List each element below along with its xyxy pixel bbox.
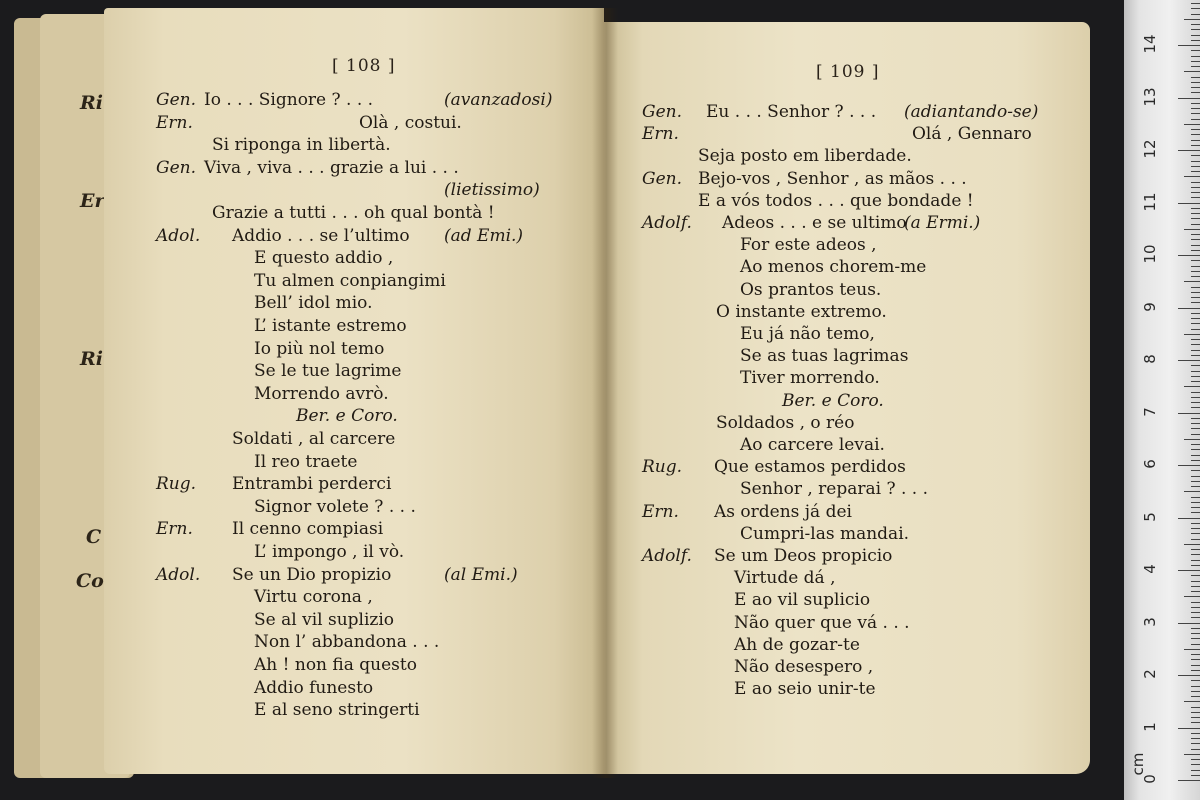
- ruler-tick: [1191, 612, 1200, 613]
- ruler-tick: [1191, 407, 1200, 408]
- ruler-tick: [1191, 476, 1200, 477]
- stage-direction: (adiantando-se): [904, 102, 1039, 122]
- ruler-label: 7: [1141, 406, 1159, 417]
- ruler-label: 13: [1141, 86, 1159, 107]
- ruler-tick: [1191, 213, 1200, 214]
- ruler-tick: [1191, 329, 1200, 330]
- ruler-tick: [1191, 633, 1200, 634]
- verse-line: Ao carcere levai.: [740, 435, 885, 455]
- ruler-tick: [1191, 764, 1200, 765]
- verse-line: E al seno stringerti: [254, 700, 420, 721]
- ruler-tick: [1191, 470, 1200, 471]
- page-number: [ 108 ]: [332, 56, 396, 76]
- verse-line: Il reo traete: [254, 451, 358, 472]
- ruler-tick: [1191, 145, 1200, 146]
- left-page: [104, 8, 604, 774]
- verse-line: Os prantos teus.: [740, 279, 882, 300]
- measuring-ruler: [1124, 0, 1200, 800]
- ruler-tick: [1178, 255, 1200, 256]
- ruler-tick: [1178, 570, 1200, 571]
- ruler-tick: [1178, 623, 1200, 624]
- verse-line: Addio funesto: [254, 677, 374, 698]
- ruler-tick: [1191, 245, 1200, 246]
- verse-line: Tu almen conpiangimi: [254, 270, 446, 291]
- stage-direction: (a Ermi.): [904, 213, 981, 233]
- ruler-label: 3: [1141, 616, 1159, 627]
- verse-line: Ber. e Coro.: [782, 390, 884, 411]
- margin-fragment: Ri: [80, 348, 104, 370]
- verse-line: Il cenno compiasi: [232, 519, 384, 540]
- ruler-tick: [1191, 497, 1200, 498]
- verse-line: Bell’ idol mio.: [254, 293, 373, 314]
- speaker-name: Adolf.: [642, 213, 692, 233]
- ruler-tick: [1178, 98, 1200, 99]
- ruler-tick: [1191, 318, 1200, 319]
- ruler-tick: [1191, 339, 1200, 340]
- verse-line: Se as tuas lagrimas: [740, 346, 909, 367]
- verse-line: Tiver morrendo.: [740, 368, 880, 389]
- ruler-tick: [1191, 455, 1200, 456]
- ruler-tick: [1184, 649, 1200, 650]
- ruler-tick: [1191, 287, 1200, 288]
- verse-line: Olà , costui.: [359, 112, 462, 133]
- ruler-tick: [1178, 675, 1200, 676]
- verse-line: Se un Dio propizio: [232, 564, 392, 585]
- ruler-tick: [1191, 528, 1200, 529]
- ruler-tick: [1191, 134, 1200, 135]
- stage-direction: (lietissimo): [444, 180, 540, 201]
- ruler-tick: [1191, 586, 1200, 587]
- verse-line: Soldados , o réo: [716, 412, 855, 433]
- ruler-tick: [1191, 602, 1200, 603]
- speaker-name: Gen.: [642, 102, 682, 122]
- verse-line: Que estamos perdidos: [714, 457, 906, 478]
- ruler-tick: [1178, 45, 1200, 46]
- ruler-tick: [1191, 108, 1200, 109]
- ruler-tick: [1191, 444, 1200, 445]
- ruler-tick: [1184, 544, 1200, 545]
- ruler-tick: [1191, 670, 1200, 671]
- ruler-tick: [1191, 103, 1200, 104]
- ruler-tick: [1191, 113, 1200, 114]
- ruler-tick: [1191, 40, 1200, 41]
- ruler-tick: [1178, 203, 1200, 204]
- ruler-tick: [1184, 386, 1200, 387]
- ruler-tick: [1191, 50, 1200, 51]
- ruler-tick: [1178, 518, 1200, 519]
- ruler-tick: [1178, 728, 1200, 729]
- ruler-tick: [1191, 691, 1200, 692]
- ruler-tick: [1191, 171, 1200, 172]
- speaker-name: Ern.: [642, 501, 679, 522]
- ruler-tick: [1184, 596, 1200, 597]
- ruler-tick: [1191, 208, 1200, 209]
- ruler-tick: [1191, 182, 1200, 183]
- ruler-tick: [1191, 502, 1200, 503]
- ruler-tick: [1178, 360, 1200, 361]
- ruler-tick: [1191, 92, 1200, 93]
- ruler-label: 11: [1141, 191, 1159, 212]
- ruler-tick: [1191, 239, 1200, 240]
- ruler-tick: [1191, 302, 1200, 303]
- verse-line: Bejo-vos , Senhor , as mãos . . .: [698, 168, 967, 189]
- ruler-tick: [1191, 554, 1200, 555]
- right-page: [604, 22, 1090, 774]
- verse-line: Io più nol temo: [254, 338, 385, 359]
- verse-line: As ordens já dei: [714, 501, 852, 522]
- verse-line: Eu . . . Senhor ? . . .: [706, 102, 877, 122]
- ruler-tick: [1191, 344, 1200, 345]
- ruler-tick: [1191, 418, 1200, 419]
- ruler-tick: [1184, 754, 1200, 755]
- ruler-tick: [1191, 392, 1200, 393]
- speaker-name: Ern.: [156, 112, 193, 133]
- ruler-tick: [1191, 617, 1200, 618]
- verse-line: Si riponga in libertà.: [212, 135, 391, 156]
- ruler-tick: [1191, 192, 1200, 193]
- ruler-tick: [1191, 402, 1200, 403]
- ruler-label: 6: [1141, 459, 1159, 469]
- ruler-tick: [1191, 140, 1200, 141]
- ruler-tick: [1184, 701, 1200, 702]
- ruler-tick: [1191, 686, 1200, 687]
- ruler-label: 2: [1141, 669, 1159, 679]
- ruler-tick: [1191, 712, 1200, 713]
- verse-line: Addio . . . se l’ultimo: [232, 225, 410, 246]
- ruler-tick: [1191, 628, 1200, 629]
- ruler-tick: [1191, 717, 1200, 718]
- verse-line: Soldati , al carcere: [232, 429, 396, 449]
- margin-fragment: Ri: [80, 92, 104, 114]
- stage-direction: (al Emi.): [444, 564, 518, 585]
- ruler-tick: [1191, 350, 1200, 351]
- verse-line: Seja posto em liberdade.: [698, 146, 912, 167]
- ruler-tick: [1191, 56, 1200, 57]
- speaker-name: Adol.: [156, 564, 201, 585]
- ruler-tick: [1191, 654, 1200, 655]
- ruler-tick: [1191, 696, 1200, 697]
- ruler-tick: [1191, 659, 1200, 660]
- ruler-label: 8: [1141, 354, 1159, 364]
- stage-direction: (ad Emi.): [444, 225, 524, 246]
- speaker-name: Ern.: [642, 124, 679, 145]
- verse-line: Se al vil suplizio: [254, 609, 395, 630]
- ruler-tick: [1191, 749, 1200, 750]
- ruler-tick: [1191, 29, 1200, 30]
- verse-line: Não desespero ,: [734, 657, 874, 677]
- ruler-tick: [1184, 176, 1200, 177]
- ruler-tick: [1191, 428, 1200, 429]
- speaker-name: Adol.: [156, 225, 201, 246]
- ruler-tick: [1191, 119, 1200, 120]
- verse-line: Senhor , reparai ? . . .: [740, 479, 929, 500]
- ruler-label: 9: [1141, 301, 1159, 312]
- ruler-tick: [1191, 665, 1200, 666]
- speaker-name: Rug.: [642, 457, 683, 478]
- ruler-tick: [1191, 66, 1200, 67]
- verse-line: Se le tue lagrime: [254, 361, 402, 382]
- ruler-tick: [1191, 565, 1200, 566]
- ruler-tick: [1191, 365, 1200, 366]
- stage-direction: (avanzadosi): [444, 90, 553, 110]
- verse-line: L’ impongo , il vò.: [254, 542, 405, 562]
- ruler-label: 1: [1141, 721, 1159, 732]
- verse-line: Io . . . Signore ? . . .: [204, 90, 374, 110]
- ruler-tick: [1184, 71, 1200, 72]
- ruler-tick: [1191, 560, 1200, 561]
- ruler-tick: [1191, 187, 1200, 188]
- ruler-tick: [1191, 738, 1200, 739]
- ruler-label: 4: [1141, 564, 1159, 574]
- ruler-tick: [1191, 533, 1200, 534]
- ruler-tick: [1191, 292, 1200, 293]
- verse-line: L’ istante estremo: [254, 316, 407, 336]
- ruler-tick: [1184, 491, 1200, 492]
- ruler-tick: [1191, 260, 1200, 261]
- ruler-tick: [1191, 759, 1200, 760]
- ruler-tick: [1191, 224, 1200, 225]
- speaker-name: Adolf.: [642, 546, 692, 566]
- verse-line: Morrendo avrò.: [254, 383, 389, 404]
- ruler-tick: [1191, 644, 1200, 645]
- ruler-tick: [1191, 61, 1200, 62]
- ruler-tick: [1191, 743, 1200, 744]
- ruler-tick: [1191, 161, 1200, 162]
- ruler-tick: [1191, 82, 1200, 83]
- ruler-tick: [1191, 197, 1200, 198]
- ruler-tick: [1191, 549, 1200, 550]
- ruler-label: 0: [1141, 774, 1159, 784]
- ruler-tick: [1191, 581, 1200, 582]
- ruler-tick: [1191, 323, 1200, 324]
- margin-fragment: C: [86, 526, 102, 548]
- ruler-label: 14: [1141, 34, 1159, 54]
- ruler-tick: [1191, 355, 1200, 356]
- ruler-tick: [1191, 512, 1200, 513]
- speaker-name: Ern.: [156, 519, 193, 540]
- margin-fragment: Er: [80, 190, 105, 212]
- verse-line: Non l’ abbandona . . .: [254, 632, 440, 653]
- ruler-tick: [1191, 297, 1200, 298]
- ruler-unit: cm: [1129, 752, 1147, 776]
- verse-line: Adeos . . . e se ultimo: [722, 213, 907, 233]
- ruler-tick: [1184, 229, 1200, 230]
- ruler-tick: [1191, 250, 1200, 251]
- verse-line: E ao seio unir-te: [734, 679, 876, 700]
- ruler-tick: [1191, 234, 1200, 235]
- ruler-tick: [1191, 8, 1200, 9]
- ruler-tick: [1191, 24, 1200, 25]
- verse-line: E ao vil suplicio: [734, 590, 871, 611]
- ruler-tick: [1191, 507, 1200, 508]
- ruler-tick: [1191, 733, 1200, 734]
- ruler-tick: [1191, 434, 1200, 435]
- ruler-tick: [1191, 770, 1200, 771]
- ruler-tick: [1184, 439, 1200, 440]
- speaker-name: Rug.: [156, 474, 197, 495]
- verse-line: Cumpri-las mandai.: [740, 523, 910, 544]
- speaker-name: Gen.: [156, 90, 196, 110]
- ruler-tick: [1191, 607, 1200, 608]
- ruler-tick: [1191, 481, 1200, 482]
- verse-line: Virtu corona ,: [254, 587, 373, 608]
- verse-line: E a vós todos . . . que bondade !: [698, 190, 974, 211]
- ruler-tick: [1191, 218, 1200, 219]
- ruler-tick: [1191, 271, 1200, 272]
- verse-line: Ah de gozar-te: [734, 634, 860, 655]
- speaker-name: Gen.: [642, 168, 682, 189]
- verse-line: Entrambi perderci: [232, 474, 392, 495]
- ruler-tick: [1191, 266, 1200, 267]
- ruler-tick: [1184, 124, 1200, 125]
- ruler-tick: [1191, 523, 1200, 524]
- ruler-tick: [1191, 591, 1200, 592]
- ruler-tick: [1191, 155, 1200, 156]
- ruler-tick: [1178, 780, 1200, 781]
- ruler-tick: [1191, 449, 1200, 450]
- ruler-tick: [1191, 707, 1200, 708]
- ruler-tick: [1191, 166, 1200, 167]
- ruler-label: 10: [1141, 244, 1159, 264]
- verse-line: Ber. e Coro.: [296, 406, 398, 427]
- ruler-tick: [1191, 722, 1200, 723]
- ruler-tick: [1184, 281, 1200, 282]
- ruler-tick: [1191, 371, 1200, 372]
- ruler-tick: [1191, 680, 1200, 681]
- ruler-tick: [1191, 87, 1200, 88]
- verse-line: Viva , viva . . . grazie a lui . . .: [204, 157, 459, 178]
- speaker-name: Gen.: [156, 157, 196, 178]
- ruler-tick: [1191, 3, 1200, 4]
- margin-fragment: Co: [76, 570, 104, 592]
- ruler-tick: [1191, 638, 1200, 639]
- ruler-tick: [1191, 129, 1200, 130]
- ruler-label: 12: [1141, 139, 1159, 159]
- ruler-tick: [1191, 423, 1200, 424]
- ruler-tick: [1191, 376, 1200, 377]
- ruler-tick: [1191, 486, 1200, 487]
- verse-line: Se um Deos propicio: [714, 546, 893, 566]
- ruler-tick: [1191, 539, 1200, 540]
- ruler-tick: [1191, 14, 1200, 15]
- ruler-tick: [1178, 150, 1200, 151]
- verse-line: For este adeos ,: [740, 235, 877, 256]
- ruler-tick: [1178, 413, 1200, 414]
- ruler-tick: [1191, 397, 1200, 398]
- verse-line: E questo addio ,: [254, 248, 394, 269]
- verse-line: Eu já não temo,: [740, 324, 875, 344]
- ruler-tick: [1184, 334, 1200, 335]
- verse-line: O instante extremo.: [716, 301, 887, 322]
- ruler-tick: [1178, 465, 1200, 466]
- ruler-tick: [1191, 77, 1200, 78]
- ruler-tick: [1191, 35, 1200, 36]
- verse-line: Não quer que vá . . .: [734, 612, 910, 633]
- verse-line: Ah ! non fia questo: [254, 655, 417, 675]
- page-number: [ 109 ]: [816, 62, 880, 82]
- verse-line: Signor volete ? . . .: [254, 496, 416, 517]
- verse-line: Grazie a tutti . . . oh qual bontà !: [212, 203, 495, 223]
- ruler-tick: [1191, 381, 1200, 382]
- ruler-tick: [1191, 460, 1200, 461]
- ruler-label: 5: [1141, 511, 1159, 522]
- ruler-tick: [1191, 775, 1200, 776]
- verse-line: Virtude dá ,: [734, 568, 836, 589]
- ruler-tick: [1191, 276, 1200, 277]
- ruler-tick: [1191, 313, 1200, 314]
- ruler-tick: [1178, 308, 1200, 309]
- ruler-tick: [1191, 575, 1200, 576]
- ruler-tick: [1184, 19, 1200, 20]
- verse-line: Olá , Gennaro: [912, 124, 1032, 145]
- verse-line: Ao menos chorem-me: [740, 257, 927, 278]
